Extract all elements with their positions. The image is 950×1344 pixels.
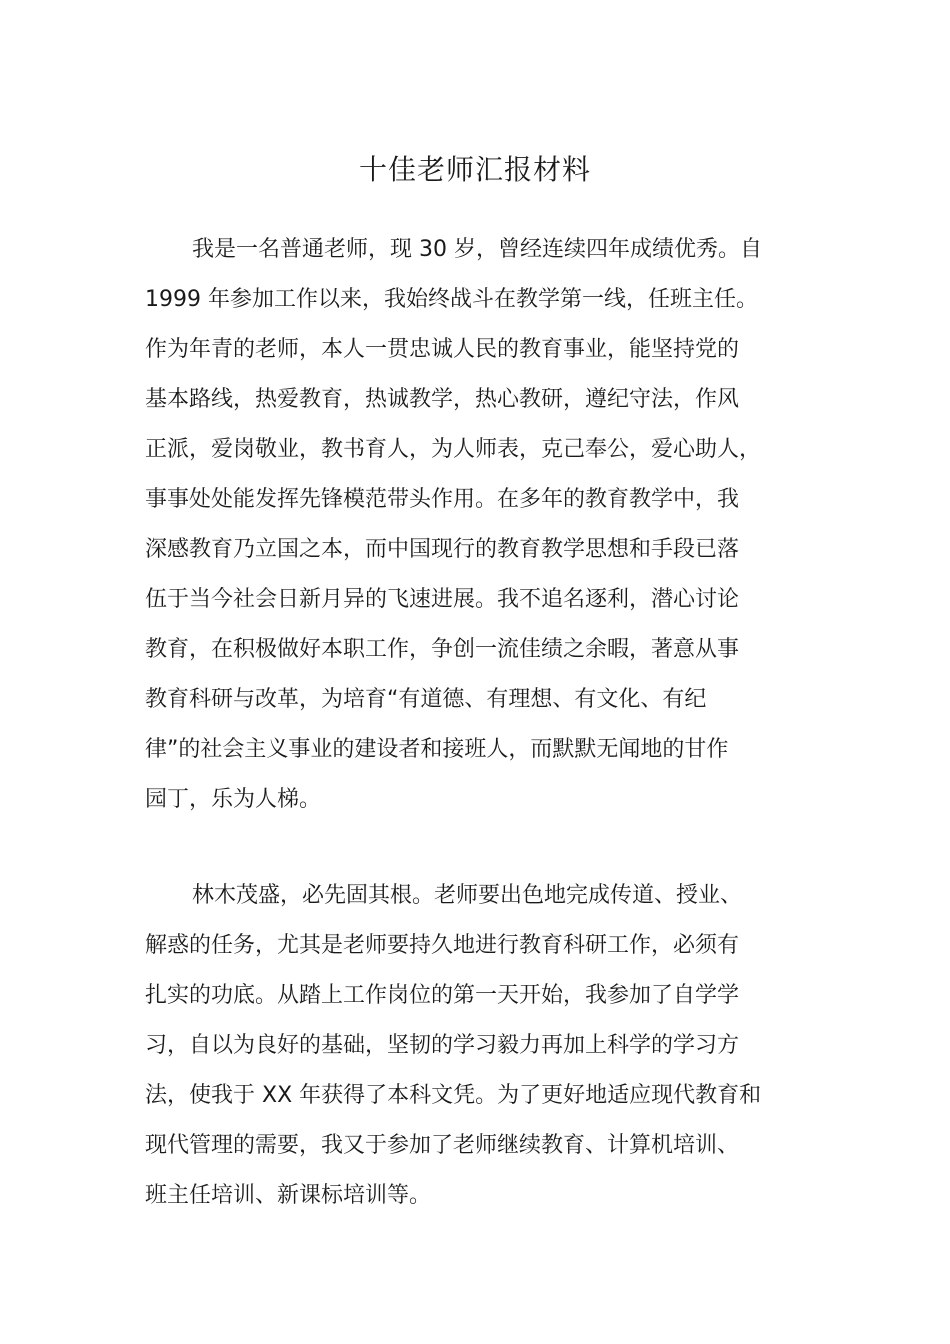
paragraph-line: 基本路线，热爱教育，热诚教学，热心教研，遵纪守法，作风 [145, 387, 740, 412]
paragraph-2 [145, 871, 810, 1221]
paragraph-line: 伍于当今社会日新月异的飞速进展。我不追名逐利，潜心讨论 [145, 587, 740, 612]
paragraph-line: 事事处处能发挥先锋模范带头作用。在多年的教育教学中，我 [145, 487, 740, 512]
paragraph-line: 教育科研与改革，为培育“有道德、有理想、有文化、有纪 [145, 687, 707, 712]
paragraph-line: 律”的社会主义事业的建设者和接班人，而默默无闻地的甘作 [145, 737, 729, 762]
paragraph-line: 班主任培训、新课标培训等。 [145, 1183, 432, 1208]
paragraph-line: 现代管理的需要，我又于参加了老师继续教育、计算机培训、 [145, 1133, 740, 1158]
document-title: 十佳老师汇报材料 [358, 152, 591, 186]
paragraph-line: 作为年青的老师，本人一贯忠诚人民的教育事业，能坚持党的 [145, 337, 740, 362]
paragraph-line: 教育，在积极做好本职工作，争创一流佳绩之余暇，著意从事 [145, 637, 740, 662]
paragraph-line: 林木茂盛，必先固其根。老师要出色地完成传道、授业、 [192, 883, 743, 908]
paragraph-line: 我是一名普通老师，现 30 岁，曾经连续四年成绩优秀。自 [192, 237, 762, 262]
paragraph-line: 扎实的功底。从踏上工作岗位的第一天开始，我参加了自学学 [145, 983, 740, 1008]
paragraph-line: 习，自以为良好的基础，坚韧的学习毅力再加上科学的学习方 [145, 1033, 740, 1058]
paragraph-line: 深感教育乃立国之本，而中国现行的教育教学思想和手段已落 [145, 537, 740, 562]
paragraph-1 [145, 225, 810, 825]
paragraph-line: 解惑的任务，尤其是老师要持久地进行教育科研工作，必须有 [145, 933, 740, 958]
paragraph-line: 1999 年参加工作以来，我始终战斗在教学第一线，任班主任。 [145, 287, 758, 312]
paragraph-line: 法，使我于 XX 年获得了本科文凭。为了更好地适应现代教育和 [145, 1083, 762, 1108]
paragraph-line: 正派，爱岗敬业，教书育人，为人师表，克己奉公，爱心助人， [145, 437, 762, 462]
paragraph-line: 园丁，乐为人梯。 [145, 787, 322, 812]
